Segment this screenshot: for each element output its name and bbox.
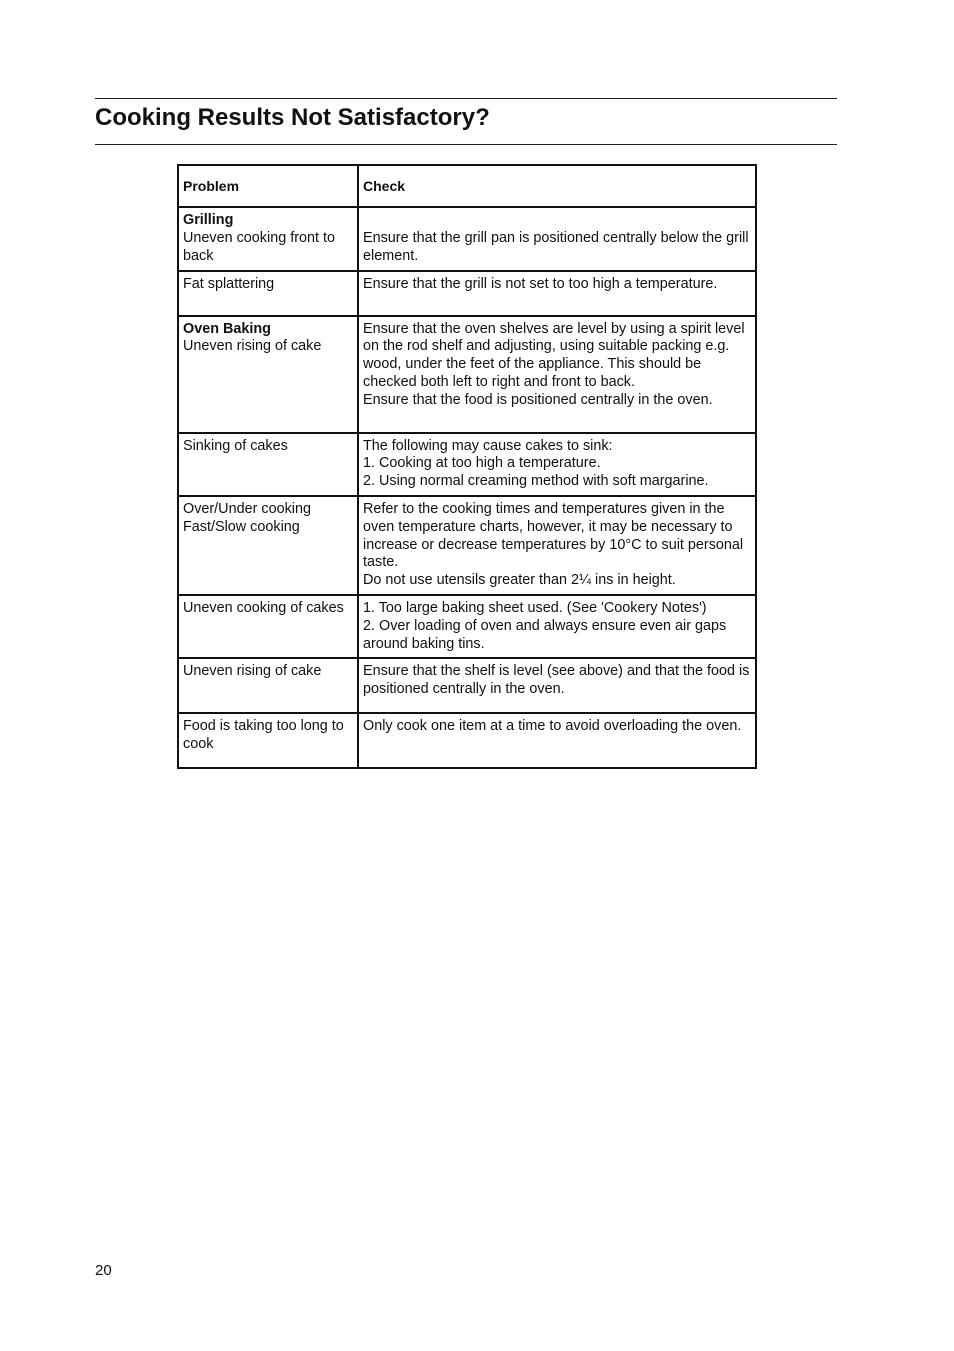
check-cell (358, 496, 756, 595)
problem-text: Uneven rising of cake (183, 338, 322, 355)
check-text: Ensure that the grill pan is positioned centrally below the grill element. (363, 230, 749, 264)
problem-cell (178, 713, 358, 768)
check-text: 2. Using normal creaming method with soft margarine. (363, 473, 709, 490)
check-text: Ensure that the food is positioned centrally in the oven. (363, 391, 713, 408)
problem-text: Over/Under cooking (183, 500, 311, 517)
problem-text: Sinking of cakes (183, 437, 288, 454)
check-text: 1. Too large baking sheet used. (See 'Cookery Notes') (363, 599, 707, 616)
problem-text: Fast/Slow cooking (183, 518, 300, 535)
table-row (178, 433, 756, 496)
check-text: Ensure that the shelf is level (see above) and that the food is positioned centrally in the oven. (363, 663, 750, 698)
section-heading-grilling: Grilling (183, 212, 234, 228)
check-cell (358, 658, 756, 713)
page-title: Cooking Results Not Satisfactory? (95, 104, 490, 131)
check-text: Only cook one item at a time to avoid overloading the oven. (363, 718, 742, 735)
check-cell (358, 595, 756, 658)
problem-cell (178, 658, 358, 713)
table-row (178, 713, 756, 768)
problem-text: Uneven cooking of cakes (183, 599, 344, 616)
problem-cell (178, 496, 358, 595)
check-cell (358, 713, 756, 768)
page-number: 20 (95, 1262, 112, 1279)
title-bottom-rule (95, 144, 837, 145)
check-text: Refer to the cooking times and temperatures given in the oven temperature charts, however, it may be necessary to increase or decrease temperatures by 10°C to suit personal taste. (363, 500, 744, 571)
troubleshooting-table (177, 164, 757, 769)
problem-text: Fat splattering (183, 275, 275, 292)
table-row (178, 316, 756, 433)
problem-cell (178, 271, 358, 316)
problem-text: Uneven cooking front to back (183, 229, 335, 264)
check-cell (358, 316, 756, 433)
table-row (178, 271, 756, 316)
problem-text: Uneven rising of cake (183, 663, 322, 680)
header-problem: Problem (178, 165, 358, 207)
table-row (178, 595, 756, 658)
problem-cell (178, 595, 358, 658)
check-cell (358, 433, 756, 496)
top-rule (95, 98, 837, 99)
problem-cell (178, 316, 358, 433)
check-text: Ensure that the oven shelves are level by using a spirit level on the rod shelf and adjusting, using suitable packing e.g. wood, under the feet of the appliance. This should be checked both left to right and front to back. (363, 320, 745, 390)
table-row (178, 496, 756, 595)
problem-text: Food is taking too long to cook (183, 718, 344, 753)
check-text: The following may cause cakes to sink: (363, 437, 613, 454)
check-cell (358, 271, 756, 316)
check-text: 2. Over loading of oven and always ensure even air gaps around baking tins. (363, 617, 727, 652)
table-row (178, 207, 756, 271)
header-check: Check (358, 165, 756, 207)
check-text: Do not use utensils greater than 2¼ ins in height. (363, 572, 676, 589)
problem-cell (178, 433, 358, 496)
table-row (178, 658, 756, 713)
check-text: Ensure that the grill is not set to too high a temperature. (363, 275, 718, 292)
check-text: 1. Cooking at too high a temperature. (363, 455, 601, 472)
table-header-row (178, 165, 756, 207)
problem-cell (178, 207, 358, 271)
section-heading-oven-baking: Oven Baking (183, 320, 271, 337)
check-cell (358, 207, 756, 271)
